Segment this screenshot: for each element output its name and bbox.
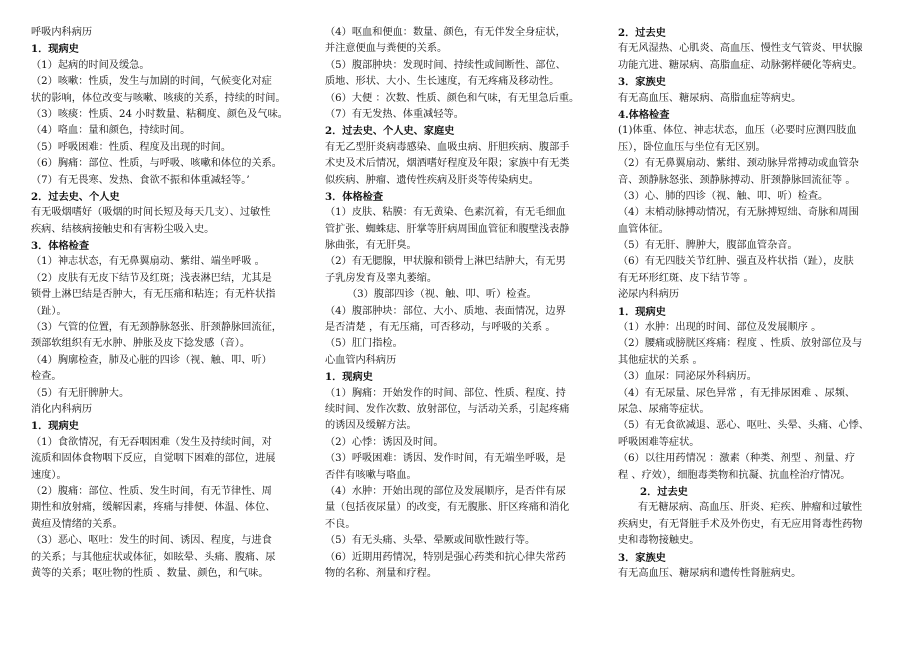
column-left: [31, 25, 313, 582]
text-line: 疾病史，有无肾脏手术及外伤史，有无应用肾毒性药物: [618, 518, 863, 530]
text-line: 其他症状的关系 。: [618, 354, 703, 366]
text-line: 颈部软组织有无水肿、肿胀及皮下捻发感（音）。: [31, 338, 251, 350]
text-line: 速度）。: [31, 469, 67, 481]
section-heading: 4.体格检查: [618, 108, 670, 121]
column-right: [618, 25, 902, 582]
text-line: （3）腹部四诊（视、触、叩、听）检查。: [347, 289, 537, 301]
text-line: 管扩张、蜘蛛痣、肝掌等肝病周围血管征和腹壁浅表静: [325, 223, 570, 235]
text-line: （2）心悸：诱因及时间。: [325, 436, 444, 448]
text-line: 功能亢进、糖尿病、高脂血症、动脉粥样硬化等病史。: [618, 59, 863, 71]
text-line: （7）有无发热、体重减轻等。: [325, 108, 464, 120]
text-line: （4）咯血：量和颜色，持续时间。: [31, 125, 191, 137]
text-line: 检查。: [31, 371, 62, 383]
text-line: 锁骨上淋巴结是否肿大，有无压痛和粘连；有无杵状指: [31, 289, 276, 301]
text-line: (1)体重、体位、神志状态，血压（必要时应测四肢血: [618, 125, 857, 137]
text-line: 是否清楚 ，有无压痛，可否移动，与呼吸的关系 。: [325, 322, 556, 334]
text-line: 呼吸困难等症状。: [618, 436, 700, 448]
text-line: （2）有无腮腺，甲状腺和锁骨上淋巴结肿大，有无男: [325, 256, 566, 268]
text-line: （2）腹痛：部位、性质、发生时间，有无节律性、周: [31, 485, 272, 497]
text-line: 流质和固体食物咽下反应，自觉咽下困难的部位，进展: [31, 453, 276, 465]
text-line: 尿急、尿痛等症状。: [618, 403, 710, 415]
text-line: 呼吸内科病历: [31, 27, 93, 38]
text-line: （5）有无头痛、头晕、晕厥或间歇性跛行等。: [325, 535, 536, 547]
section-heading: 1．现病史: [325, 371, 373, 384]
text-line: 物的名称、剂量和疗程。: [325, 567, 438, 579]
text-line: 的诱因及缓解方法。: [325, 420, 417, 432]
text-line: 脉曲张，有无肝臭。: [325, 240, 417, 252]
text-line: （6）近期用药情况，特别是强心药类和抗心律失常药: [325, 551, 566, 563]
text-line: （1）食欲情况，有无吞咽困难（发生及持续时间，对: [31, 436, 272, 448]
text-line: （4）有无尿量、尿色异常 ，有无排尿困难 、尿频、: [618, 387, 856, 399]
text-line: （5）有无食欲减退、恶心、呕吐、头晕、头痛、心悸、: [618, 420, 869, 432]
text-line: 续时间、发作次数、放射部位，与活动关系，引起疼痛: [325, 403, 570, 415]
text-line: 消化内科病历: [31, 403, 93, 415]
text-line: 有无吸烟嗜好（吸烟的时间长短及每天几支）、过敏性: [31, 207, 271, 219]
text-line: 否伴有咳嗽与咯血。: [325, 469, 417, 481]
text-line: （1）起病的时间及缓急。: [31, 59, 150, 71]
text-line: （3）心、肺的四诊（视、触、叩、听）检查。: [618, 190, 829, 202]
section-heading: 2．过去史、个人史、家庭史: [325, 125, 455, 138]
section-heading: 3．体格检查: [325, 190, 384, 203]
text-line: 有无高血压、糖尿病、高脂血症等病史。: [618, 92, 802, 104]
text-line: 程 、疗效），细胞毒类物和抗凝、抗血栓治疗情况。: [618, 469, 851, 481]
section-heading: 1．现病史: [618, 305, 666, 318]
text-line: （4）水肿：开始出现的部位及发展顺序，是否伴有尿: [325, 485, 566, 497]
text-line: （2）有无鼻翼扇动、紫绀、颈动脉异常搏动或血管杂: [618, 158, 859, 170]
text-line: 的关系；与其他症状或体征，如眩晕、头痛、腹痛、尿: [31, 551, 276, 563]
section-heading: 2．过去史、个人史: [31, 190, 120, 203]
text-line: 有无乙型肝炎病毒感染、血吸虫病、肝胆疾病、腹部手: [325, 141, 570, 153]
text-line: （3）呼吸困难：诱因、发作时间，有无端坐呼吸，是: [325, 453, 566, 465]
text-line: 心血管内科病历: [325, 354, 397, 366]
text-line: 并注意便血与粪便的关系。: [325, 43, 448, 55]
text-line: 黄等的关系；呕吐物的性质 、数量、颜色，和气味。: [31, 567, 269, 579]
text-line: 血管体征。: [618, 223, 669, 235]
text-line: 量（包括夜尿量）的改变，有无腹胀、肝区疼痛和消化: [325, 502, 570, 514]
text-line: 音、颈静脉怒张、颈静脉搏动、肝颈静脉回流征等 。: [618, 174, 856, 186]
section-heading: 3．家族史: [618, 76, 666, 89]
text-line: （6）有无四肢关节红肿、强直及杵状指（趾），皮肤: [618, 256, 854, 268]
text-line: 子乳房发育及睾丸萎缩。: [325, 272, 438, 284]
text-line: （6）以往用药情况 ：激素（种类、剂型 、剂量、疗: [618, 453, 856, 465]
text-line: （1）水肿：出现的时间、部位及发展顺序 。: [618, 322, 822, 334]
text-line: （1）胸痛：开始发作的时间、部位、性质、程度、持: [325, 387, 566, 399]
text-line: 黄疸及情绪的关系。: [31, 518, 123, 530]
text-line: 似疾病、肿瘤、遗传性疾病及肝炎等传染病史。: [325, 174, 539, 186]
section-heading: 2．过去史: [618, 27, 666, 39]
text-line: （2）皮肤有无皮下结节及红斑；浅表淋巴结，尤其是: [31, 272, 272, 284]
text-line: （4）胸廓检查，肺及心脏的四诊（视、触、叩、听）: [31, 354, 272, 366]
text-line: （7）有无畏寒、发热、食欲不振和体重减轻等。’: [31, 174, 250, 186]
text-line: （3）恶心、呕吐：发生的时间、诱因、程度，与进食: [31, 535, 272, 547]
text-line: （1）皮肤、粘膜：有无黄染、色素沉着，有无毛细血: [325, 207, 566, 219]
text-line: （1）神志状态，有无鼻翼扇动、紫绀、端坐呼吸 。: [31, 256, 265, 268]
text-line: （4）末梢动脉搏动情况，有无脉搏短绌、奇脉和周围: [618, 207, 859, 219]
text-line: 史和毒物接触史。: [618, 535, 700, 547]
text-line: 期性和放射痛，缓解因素，疼痛与排便、体温、体位、: [31, 502, 276, 514]
text-line: 有无风湿热、心肌炎、高血压、慢性支气管炎、甲状腺: [618, 43, 863, 55]
text-line: （5）肛门指检。: [325, 338, 403, 350]
text-line: （5）呼吸困难：性质、程度及出现的时间。: [31, 141, 232, 153]
text-line: 疾病、结核病接触史和有害粉尘吸入史。: [31, 223, 215, 235]
section-heading: 2．过去史: [640, 485, 688, 498]
text-line: （5）有无肝脾肿大。: [31, 387, 130, 399]
text-line: （4）呕血和便血：数量、颜色，有无伴发全身症状，: [325, 27, 566, 38]
text-line: （4）腹部肿块：部位、大小、质地、表面情况，边界: [325, 305, 566, 317]
text-line: 有无环形红斑、皮下结节等 。: [618, 272, 754, 284]
text-line: （5）腹部肿块：发现时间、持续性或间断性、部位、: [325, 59, 566, 71]
text-line: 术史及术后情况，烟酒嗜好程度及年限；家族中有无类: [325, 158, 570, 170]
text-line: （3）咳痰：性质、24 小时数量、粘稠度、颜色及气味。: [31, 108, 288, 120]
section-heading: 3．家族史: [618, 551, 666, 564]
text-line: （趾）。: [31, 305, 67, 317]
text-line: 质地、形状、大小、生长速度，有无疼痛及移动性。: [325, 76, 560, 88]
text-line: （3）气管的位置，有无颈静脉怒张、肝颈静脉回流征，: [31, 322, 282, 334]
text-line: 不良。: [325, 518, 356, 530]
text-line: （5）有无肝、脾肿大，腹部血管杂音。: [618, 240, 798, 252]
text-line: 状的影响，体位改变与咳嗽、咳痰的关系，持续的时间。: [31, 92, 286, 104]
text-line: （2）咳嗽：性质，发生与加剧的时间，气候变化对症: [31, 76, 272, 88]
text-line: 有无糖尿病、高血压、肝炎、疟疾、肿瘤和过敏性: [638, 502, 863, 514]
text-line: 压），卧位血压与坐位有无区别。: [618, 141, 766, 153]
section-heading: 1．现病史: [31, 43, 79, 56]
section-heading: 1．现病史: [31, 420, 79, 433]
text-line: 有无高血压、糖尿病和遗传性肾脏病史。: [618, 567, 802, 579]
section-heading: 3．体格检查: [31, 240, 90, 253]
text-line: 泌尿内科病历: [618, 289, 680, 301]
text-line: （2）腰痛或膀胱区疼痛：程度 、性质、放射部位及与: [618, 338, 863, 350]
text-line: （3）血尿：同泌尿外科病历。: [618, 371, 757, 383]
column-middle: [325, 25, 607, 582]
text-line: （6）胸痛：部位、性质，与呼吸、咳嗽和体位的关系。: [31, 158, 282, 170]
text-line: （6）大便 ：次数、性质、颜色和气味，有无里急后重。: [325, 92, 580, 104]
